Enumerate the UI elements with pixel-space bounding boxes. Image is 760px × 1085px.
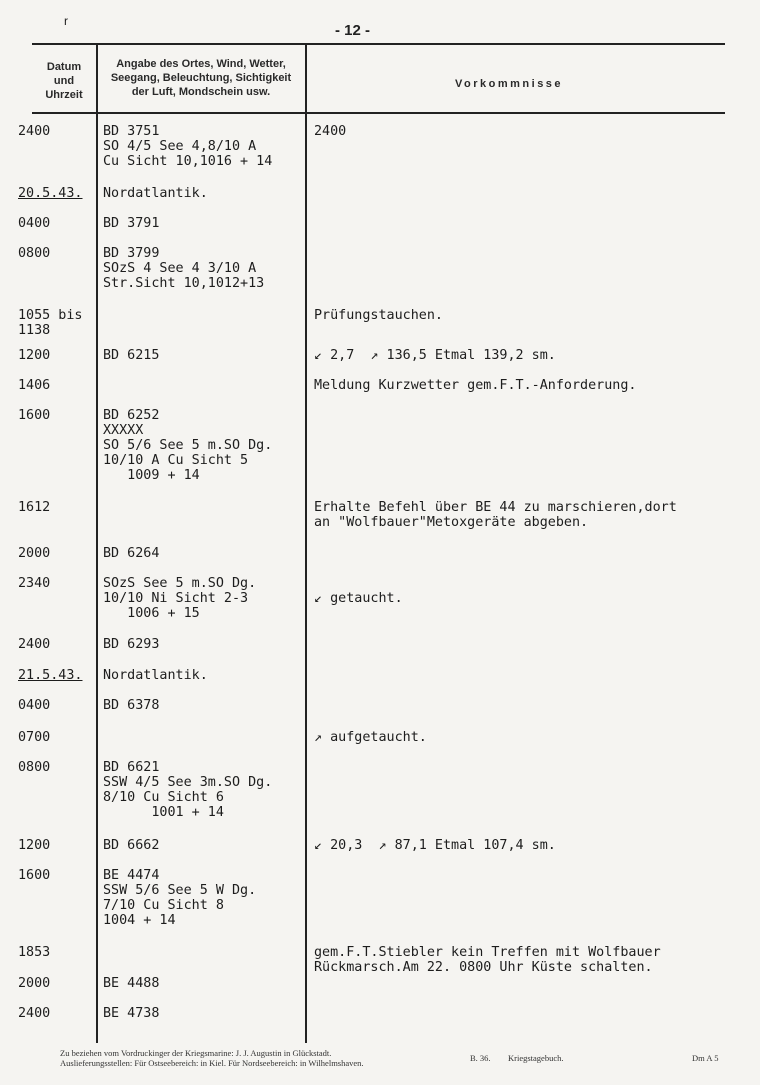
corner-mark: r xyxy=(64,14,68,28)
entry-location-weather: BD 3799 SOzS 4 See 4 3/10 A Str.Sicht 10,1012+13 xyxy=(103,246,265,291)
entry-datetime: 2340 xyxy=(18,576,51,591)
column-divider-1 xyxy=(96,43,98,1043)
entry-event: Meldung Kurzwetter gem.F.T.-Anforderung. xyxy=(314,378,637,393)
entry-datetime: 0400 xyxy=(18,698,51,713)
entry-event: Erhalte Befehl über BE 44 zu marschieren,dort an "Wolfbauer"Metoxgeräte abgeben. xyxy=(314,500,677,530)
entry-datetime: 0800 xyxy=(18,246,51,261)
entry-datetime: 0800 xyxy=(18,760,51,775)
top-rule xyxy=(32,43,725,45)
footer-code: Dm A 5 xyxy=(692,1053,719,1063)
entry-datetime: 21.5.43. xyxy=(18,668,83,683)
entry-datetime: 0400 xyxy=(18,216,51,231)
entry-datetime: 2400 xyxy=(18,124,51,139)
entry-event: gem.F.T.Stiebler kein Treffen mit Wolfbauer Rückmarsch.Am 22. 0800 Uhr Küste schalten. xyxy=(314,945,661,975)
entry-datetime: 2400 xyxy=(18,1006,51,1021)
entry-location-weather: BD 6293 xyxy=(103,637,160,652)
entry-datetime: 1406 xyxy=(18,378,51,393)
entry-datetime: 1055 bis 1138 xyxy=(18,308,83,338)
entry-datetime: 2000 xyxy=(18,546,51,561)
entry-location-weather: BD 3791 xyxy=(103,216,160,231)
entry-location-weather: BE 4488 xyxy=(103,976,160,991)
entry-event: ↙ getaucht. xyxy=(314,591,403,606)
footer-form-number: B. 36. xyxy=(470,1053,491,1063)
header-events-column: Vorkommnisse xyxy=(455,78,564,90)
entry-location-weather: BD 6215 xyxy=(103,348,160,363)
footer-publisher: Zu beziehen vom Vordruckinger der Kriegsmarine: J. J. Augustin in Glückstadt. Auslieferungsstellen: Für Ostseebereich: in Kiel. Für Nordseebereich: in Wilhelmshaven. xyxy=(60,1048,364,1068)
entry-event: 2400 xyxy=(314,124,347,139)
entry-location-weather: BD 6662 xyxy=(103,838,160,853)
entry-datetime: 1200 xyxy=(18,838,51,853)
entry-datetime: 20.5.43. xyxy=(18,186,83,201)
header-date-column: Datum und Uhrzeit xyxy=(45,61,83,101)
entry-location-weather: Nordatlantik. xyxy=(103,668,208,683)
entry-datetime: 1600 xyxy=(18,868,51,883)
entry-datetime: 2000 xyxy=(18,976,51,991)
entry-datetime: 1612 xyxy=(18,500,51,515)
entry-event: ↙ 20,3 ↗ 87,1 Etmal 107,4 sm. xyxy=(314,838,556,853)
column-divider-2 xyxy=(305,43,307,1043)
entry-datetime: 2400 xyxy=(18,637,51,652)
entry-location-weather: BD 3751 SO 4/5 See 4,8/10 A Cu Sicht 10,1016 + 14 xyxy=(103,124,273,169)
entry-location-weather: BE 4474 SSW 5/6 See 5 W Dg. 7/10 Cu Sicht 8 1004 + 14 xyxy=(103,868,257,928)
entry-location-weather: SOzS See 5 m.SO Dg. 10/10 Ni Sicht 2-3 1006 + 15 xyxy=(103,576,257,621)
entry-location-weather: BD 6621 SSW 4/5 See 3m.SO Dg. 8/10 Cu Sicht 6 1001 + 14 xyxy=(103,760,273,820)
entry-event: ↙ 2,7 ↗ 136,5 Etmal 139,2 sm. xyxy=(314,348,556,363)
entry-location-weather: BD 6264 xyxy=(103,546,160,561)
entry-datetime: 1200 xyxy=(18,348,51,363)
entry-location-weather: Nordatlantik. xyxy=(103,186,208,201)
entry-event: ↗ aufgetaucht. xyxy=(314,730,427,745)
entry-location-weather: BD 6252 XXXXX SO 5/6 See 5 m.SO Dg. 10/10 A Cu Sicht 5 1009 + 14 xyxy=(103,408,273,483)
entry-datetime: 1853 xyxy=(18,945,51,960)
entry-datetime: 1600 xyxy=(18,408,51,423)
footer-title: Kriegstagebuch. xyxy=(508,1053,564,1063)
entry-event: Prüfungstauchen. xyxy=(314,308,443,323)
header-rule xyxy=(32,112,725,114)
header-location-column: Angabe des Ortes, Wind, Wetter, Seegang, Beleuchtung, Sichtigkeit der Luft, Mondschein usw. xyxy=(110,58,292,98)
entry-datetime: 0700 xyxy=(18,730,51,745)
page-number: - 12 - xyxy=(335,22,371,39)
entry-location-weather: BE 4738 xyxy=(103,1006,160,1021)
entry-location-weather: BD 6378 xyxy=(103,698,160,713)
